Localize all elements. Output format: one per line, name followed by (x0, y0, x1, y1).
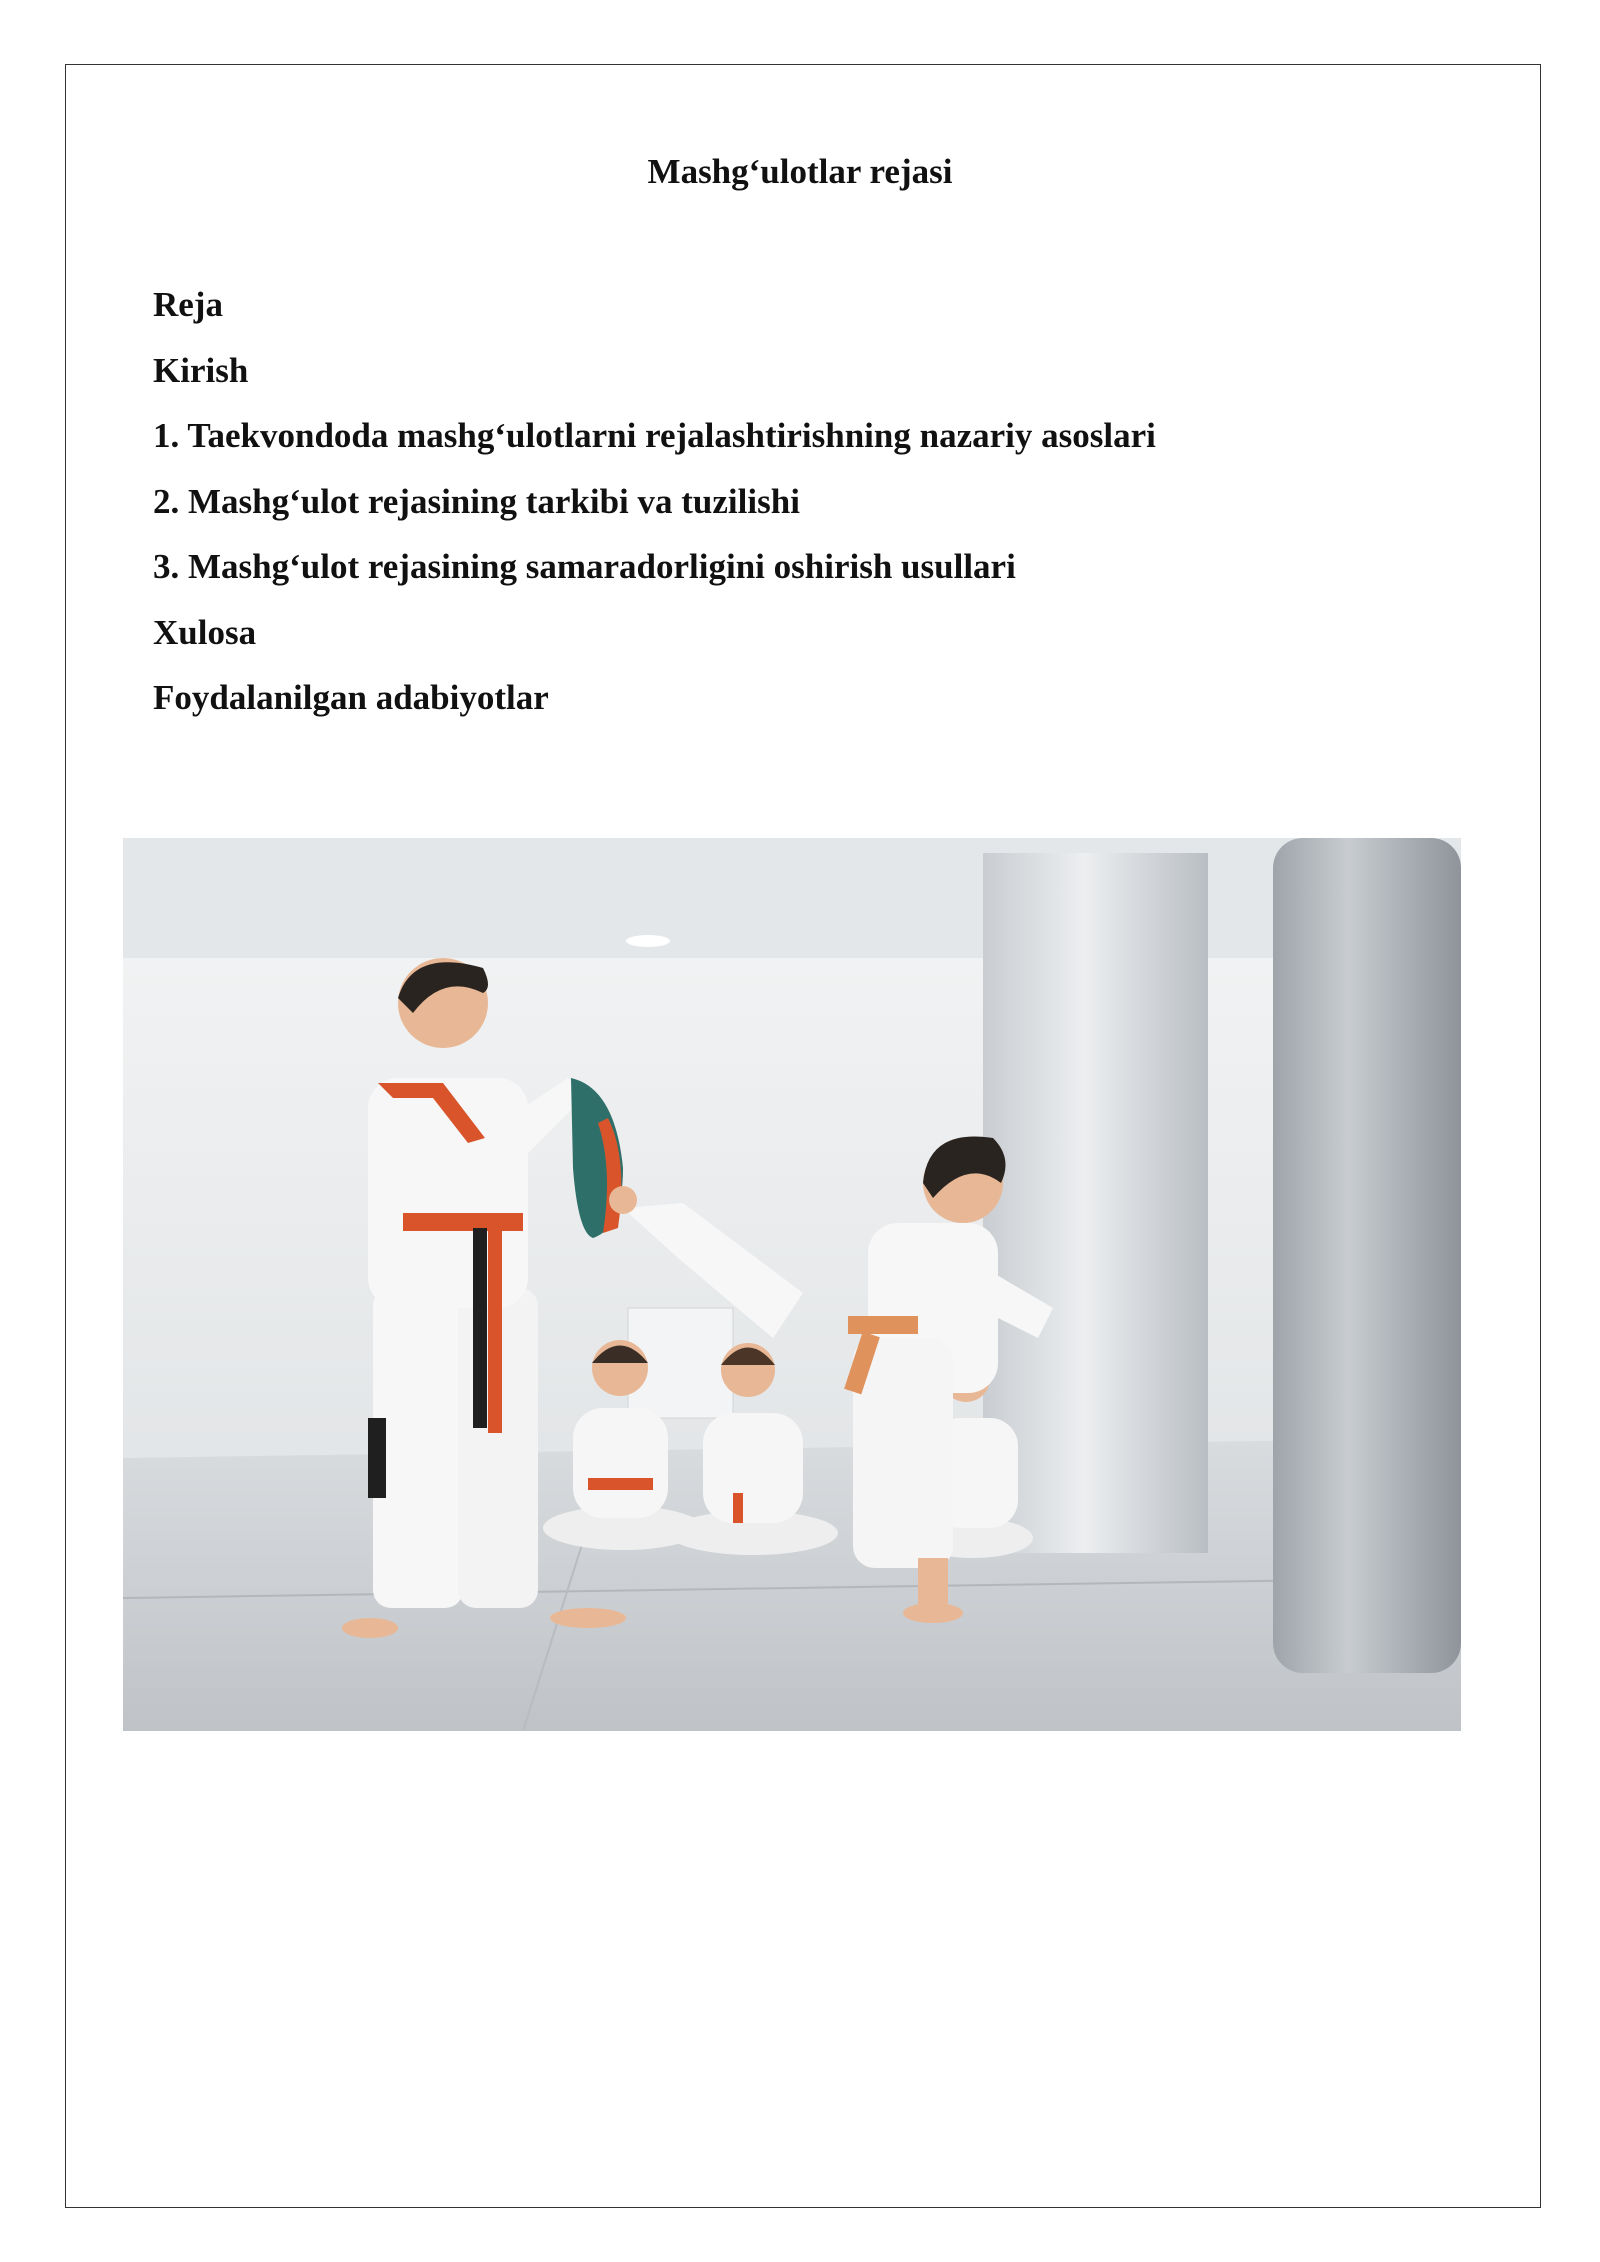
punching-bag (1273, 838, 1461, 1673)
outline-item-section-3: 3. Mashg‘ulot rejasining samaradorligini oshirish usullari (153, 547, 1016, 586)
outline-list (153, 279, 1156, 738)
outline-item-conclusion: Xulosa (153, 612, 257, 652)
taekwondo-photo (123, 838, 1461, 1731)
back-wall (123, 958, 1461, 1478)
outline-item-section-2: 2. Mashg‘ulot rejasining tarkibi va tuzilishi (153, 481, 800, 521)
photo-illustration (123, 838, 1461, 1731)
ceiling-light (626, 935, 670, 947)
document-title: Mashg‘ulotlar rejasi (647, 152, 953, 191)
ceiling (123, 838, 1461, 968)
outline-item-section-1: 1. Taekvondoda mashg‘ulotlarni rejalashtirishning nazariy asoslari (153, 416, 1156, 455)
outline-item-references: Foydalanilgan adabiyotlar (153, 678, 549, 717)
outline-item-introduction: Kirish (153, 350, 249, 390)
outline-item-plan: Reja (153, 285, 223, 324)
